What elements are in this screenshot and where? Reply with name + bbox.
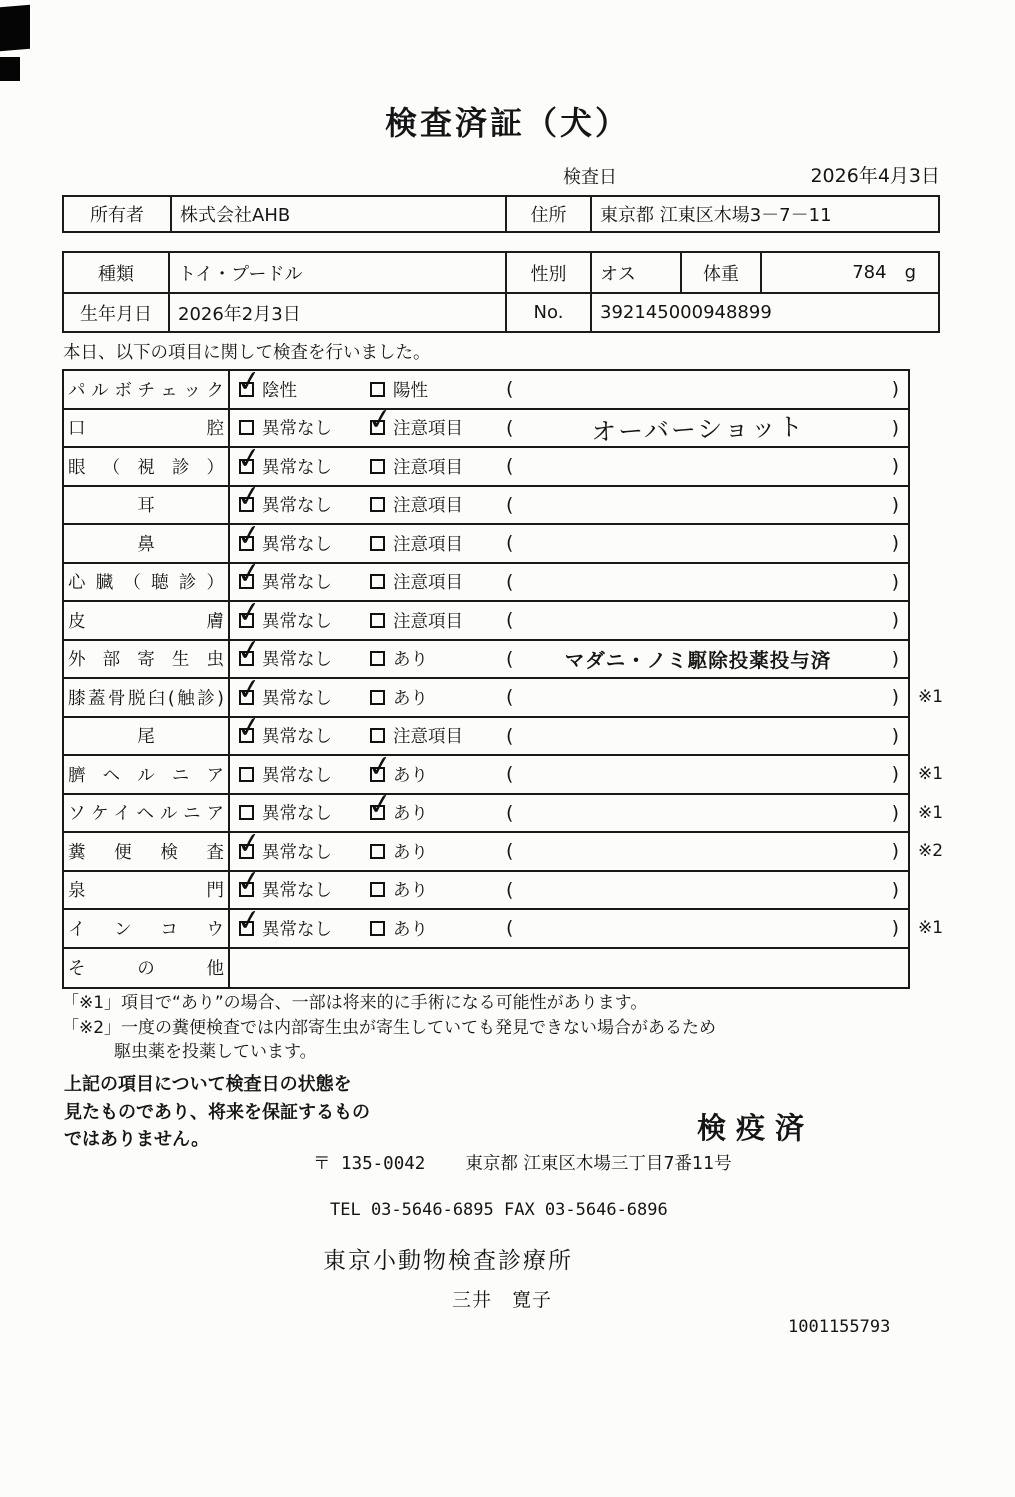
exam-item-cell: [64, 833, 230, 870]
exam-item-label: 膝蓋骨脱臼(触診): [68, 688, 224, 709]
paren-open: (: [506, 570, 514, 593]
footnote-mark: [918, 602, 978, 639]
clinic-address-line: [313, 1150, 732, 1175]
check-mark-icon: ✓: [234, 593, 264, 631]
checkbox-icon: [370, 728, 385, 743]
registration-no-label: No.: [507, 294, 592, 331]
exam-note: [522, 487, 874, 524]
footnote-mark: [918, 487, 978, 524]
exam-note: [522, 872, 874, 909]
paren-close: ): [891, 763, 899, 786]
checkbox-icon: [234, 362, 264, 400]
footnote-mark: ※2: [918, 841, 944, 862]
exam-option-2-label: 注意項目: [393, 496, 463, 517]
paren-close: ): [891, 840, 899, 863]
exam-item-cell: [64, 756, 230, 793]
owner-label: 所有者: [64, 197, 172, 231]
exam-option-2: [370, 602, 463, 639]
exam-item-label: 尾: [137, 727, 155, 748]
exam-row: [64, 708, 908, 757]
exam-option-2: [370, 833, 428, 870]
exam-note: [522, 833, 874, 870]
paren-open: (: [506, 686, 514, 709]
intro-text: 本日、以下の項目に関して検査を行いました。: [63, 343, 431, 363]
checkbox-icon: [234, 554, 264, 592]
footnote-mark: [918, 371, 978, 408]
exam-row: [64, 785, 944, 834]
check-mark-icon: ✓: [234, 439, 264, 477]
checkbox-icon: [365, 785, 395, 823]
checkbox-icon: [370, 459, 385, 474]
scan-artifact: [0, 57, 20, 81]
checkbox-icon: [370, 574, 385, 589]
exam-options-cell: [230, 824, 908, 870]
breed-value: トイ・プードル: [170, 253, 507, 292]
exam-row: [64, 747, 944, 795]
exam-item-label: 耳: [137, 496, 155, 517]
exam-item-cell: [64, 910, 230, 947]
exam-row: [64, 949, 908, 988]
exam-options-cell: [230, 477, 908, 524]
quarantine-stamp: 検疫済: [697, 1111, 815, 1145]
exam-row: [64, 516, 908, 564]
exam-option-1-label: 陰性: [262, 380, 297, 401]
exam-row: [64, 631, 908, 680]
exam-option-1-label: 異常なし: [262, 727, 332, 748]
paren-close: ): [891, 647, 899, 670]
footnote-mark: [918, 448, 978, 485]
footnote-mark: ※1: [918, 802, 944, 823]
exam-note: [522, 756, 874, 793]
exam-option-2: [365, 785, 428, 832]
paren-open: (: [506, 378, 514, 401]
exam-options-cell: [230, 862, 908, 909]
disclaimer-line-1: 上記の項目について検査日の状態を: [64, 1074, 352, 1095]
footnote-2: 「※2」一度の糞便検査では内部寄生虫が寄生していても発見できない場合があるため: [62, 1017, 717, 1038]
exam-item-label: 臍ヘルニア: [68, 765, 224, 786]
exam-option-2: [370, 448, 463, 485]
checkbox-icon: [370, 882, 385, 897]
exam-note: [522, 525, 874, 562]
checkbox-icon: [370, 613, 385, 628]
check-mark-icon: ✓: [365, 785, 395, 823]
checkbox-icon: [234, 516, 264, 554]
checkbox-icon: [365, 400, 395, 438]
footnote-mark: ※1: [918, 918, 944, 939]
check-mark-icon: ✓: [234, 862, 264, 900]
exam-option-2-label: 注意項目: [393, 573, 463, 594]
checkbox-icon: [234, 477, 264, 515]
exam-item-label: 鼻: [137, 534, 155, 555]
checkbox-icon: [234, 708, 264, 746]
exam-options-cell: [230, 593, 908, 639]
disclaimer-line-2: 見たものであり、将来を保証するもの: [64, 1101, 370, 1123]
paren-close: ): [891, 416, 899, 439]
exam-note: [522, 448, 874, 485]
exam-table: [62, 362, 944, 989]
paren-close: ): [891, 532, 899, 555]
exam-option-1-label: 異常なし: [262, 688, 332, 709]
exam-option-2-label: あり: [393, 650, 428, 671]
exam-options-cell: [230, 516, 908, 562]
exam-option-2-label: 注意項目: [393, 419, 463, 440]
weight-value: 784: [852, 262, 887, 283]
check-mark-icon: ✓: [234, 824, 264, 862]
exam-note: [522, 679, 874, 716]
check-mark-icon: ✓: [234, 631, 264, 669]
sex-value: オス: [592, 253, 682, 292]
exam-item-cell: [64, 602, 230, 639]
exam-item-cell: [64, 371, 230, 408]
checkbox-icon: [239, 420, 254, 435]
exam-option-1: [239, 756, 332, 793]
check-mark-icon: ✓: [234, 901, 264, 939]
serial-number: 1001155793: [788, 1317, 891, 1337]
check-mark-icon: ✓: [234, 362, 264, 400]
footnote-mark: [918, 872, 978, 909]
postal-code: 〒 135-0042: [313, 1154, 426, 1174]
exam-item-label: 糞便検査: [68, 842, 224, 863]
footnote-mark: [918, 564, 978, 601]
exam-row: [64, 554, 908, 603]
breed-label: 種類: [64, 253, 170, 292]
exam-item-cell: [64, 410, 230, 447]
exam-option-2-label: あり: [393, 804, 428, 825]
owner-row: [64, 197, 938, 231]
check-mark-icon: ✓: [234, 708, 264, 746]
exam-note: マダニ・ノミ駆除投薬投与済: [564, 648, 832, 672]
exam-note: [522, 910, 874, 947]
exam-option-2: [370, 487, 463, 524]
checkbox-icon: [234, 862, 264, 900]
checkbox-icon: [234, 824, 264, 862]
exam-option-1-label: 異常なし: [262, 804, 332, 825]
exam-options-cell: [230, 400, 908, 447]
birthdate-value: 2026年2月3日: [170, 294, 507, 331]
disclaimer: [64, 1071, 370, 1154]
checkbox-icon: [239, 805, 254, 820]
check-mark-icon: ✓: [365, 747, 395, 785]
exam-note: [522, 371, 874, 408]
paren-open: (: [506, 493, 514, 516]
exam-option-1-label: 異常なし: [262, 881, 332, 902]
checkbox-icon: [370, 382, 385, 397]
exam-note: オーバーショット: [590, 411, 806, 447]
page-title: 検査済証（犬）: [384, 104, 630, 142]
paren-close: ): [891, 378, 899, 401]
exam-item-cell: [64, 795, 230, 832]
inspection-date-value: 2026年4月3日: [810, 165, 940, 187]
pet-row-1: [64, 253, 938, 292]
exam-row: [64, 901, 944, 949]
exam-option-2-label: あり: [393, 688, 428, 709]
exam-option-1-label: 異常なし: [262, 534, 332, 555]
paren-close: ): [891, 801, 899, 824]
exam-option-2-label: あり: [393, 842, 428, 863]
exam-option-1-label: 異常なし: [262, 496, 332, 517]
exam-option-1: [234, 362, 297, 408]
checkbox-icon: [234, 631, 264, 669]
weight-label: 体重: [682, 253, 762, 292]
exam-option-2: [370, 641, 428, 678]
address-label: 住所: [507, 197, 592, 231]
exam-options-cell: [230, 554, 908, 601]
exam-option-1-label: 異常なし: [262, 919, 332, 940]
exam-option-2-label: 注意項目: [393, 457, 463, 478]
checkbox-icon: [370, 690, 385, 705]
exam-item-cell: [64, 949, 230, 988]
exam-option-2: [370, 910, 428, 947]
paren-open: (: [506, 647, 514, 670]
check-mark-icon: ✓: [234, 477, 264, 515]
exam-note: [522, 602, 874, 639]
exam-option-1-label: 異常なし: [262, 419, 332, 440]
exam-item-cell: [64, 564, 230, 601]
exam-row: [64, 477, 908, 526]
paren-open: (: [506, 455, 514, 478]
owner-table: [62, 195, 940, 233]
paren-close: ): [891, 609, 899, 632]
clinic-address: 東京都 江東区木場三丁目7番11号: [465, 1154, 732, 1174]
exam-option-1-label: 異常なし: [262, 611, 332, 632]
tel-fax-line: TEL 03-5646-6895 FAX 03-5646-6896: [330, 1200, 668, 1220]
exam-option-2: [370, 679, 428, 716]
exam-option-2-label: あり: [393, 881, 428, 902]
exam-item-label: インコウ: [68, 919, 224, 940]
exam-options-cell: [230, 949, 908, 988]
footnote-mark: [918, 410, 978, 447]
exam-item-label: ソケイヘルニア: [68, 804, 224, 825]
checkbox-icon: [234, 593, 264, 631]
checkbox-icon: [370, 497, 385, 512]
exam-option-2-label: あり: [393, 919, 428, 940]
exam-option-1-label: 異常なし: [262, 842, 332, 863]
exam-item-label: 眼（視診）: [68, 457, 224, 478]
exam-option-2-label: 注意項目: [393, 611, 463, 632]
exam-item-cell: [64, 872, 230, 909]
exam-option-2: [370, 525, 463, 562]
exam-options-cell: [230, 708, 908, 755]
paren-open: (: [506, 724, 514, 747]
exam-row: [64, 593, 908, 641]
check-mark-icon: ✓: [234, 554, 264, 592]
paren-open: (: [506, 878, 514, 901]
exam-item-cell: [64, 448, 230, 485]
exam-option-1-label: 異常なし: [262, 573, 332, 594]
checkbox-icon: [370, 844, 385, 859]
exam-item-label: パルボチェック: [68, 380, 224, 401]
paren-close: ): [891, 917, 899, 940]
address-value: 東京都 江東区木場3－7－11: [600, 205, 832, 226]
exam-option-2-label: 注意項目: [393, 534, 463, 555]
exam-item-cell: [64, 487, 230, 524]
exam-row: [64, 439, 908, 487]
exam-item-label: 外部寄生虫: [68, 650, 224, 671]
exam-option-2: [370, 872, 428, 909]
checkbox-icon: [370, 651, 385, 666]
exam-item-cell: [64, 718, 230, 755]
paren-close: ): [891, 570, 899, 593]
exam-option-2-label: あり: [393, 765, 428, 786]
inspection-date-label: 検査日: [563, 167, 617, 188]
exam-options-cell: [230, 785, 908, 832]
clinic-name: 東京小動物検査診療所: [323, 1248, 573, 1274]
exam-option-1: [234, 708, 332, 755]
checkbox-icon: [370, 921, 385, 936]
disclaimer-line-3: ではありません。: [64, 1129, 210, 1150]
exam-options-cell: [230, 747, 908, 793]
scan-artifact: [0, 5, 30, 52]
exam-item-label: 泉門: [68, 881, 224, 902]
paren-open: (: [506, 840, 514, 863]
exam-option-1-label: 異常なし: [262, 765, 332, 786]
exam-note: [522, 564, 874, 601]
footnotes: [62, 991, 716, 1065]
exam-row: [64, 862, 908, 911]
checkbox-icon: [239, 767, 254, 782]
exam-option-2: [370, 564, 463, 601]
check-mark-icon: ✓: [365, 400, 395, 438]
check-mark-icon: ✓: [234, 670, 264, 708]
exam-note: [522, 718, 874, 755]
exam-option-2: [365, 400, 463, 447]
birthdate-label: 生年月日: [64, 294, 170, 331]
paren-close: ): [891, 724, 899, 747]
check-mark-icon: ✓: [234, 516, 264, 554]
exam-row: [64, 670, 944, 718]
exam-item-cell: [64, 641, 230, 678]
exam-options-cell: [230, 362, 908, 408]
exam-note: [522, 949, 874, 988]
veterinarian-name: 三井 寛子: [452, 1289, 553, 1311]
pet-info-table: [62, 251, 940, 333]
paren-open: (: [506, 801, 514, 824]
weight-unit: g: [904, 262, 916, 283]
exam-option-1-label: 異常なし: [262, 650, 332, 671]
footnote-mark: ※1: [918, 764, 944, 785]
checkbox-icon: [234, 439, 264, 477]
exam-item-label: 心臓（聴診）: [68, 573, 224, 594]
registration-no-value: 392145000948899: [600, 302, 772, 323]
exam-option-1-label: 異常なし: [262, 457, 332, 478]
footnote-mark: [918, 949, 978, 988]
exam-option-2-label: 陽性: [393, 380, 428, 401]
footnote-mark: [918, 641, 978, 678]
footnote-mark: ※1: [918, 687, 944, 708]
weight-value-cell: [762, 253, 938, 292]
paren-open: (: [506, 532, 514, 555]
checkbox-icon: [365, 747, 395, 785]
exam-row: [64, 362, 908, 410]
exam-options-cell: [230, 670, 908, 716]
paren-open: (: [506, 416, 514, 439]
paren-close: ): [891, 686, 899, 709]
pet-row-2: [64, 292, 938, 331]
exam-row: [64, 824, 944, 872]
footnote-1: 「※1」項目で“あり”の場合、一部は将来的に手術になる可能性があります。: [62, 993, 648, 1013]
exam-options-cell: [230, 439, 908, 485]
exam-item-label: 皮膚: [68, 611, 224, 632]
exam-item-cell: [64, 679, 230, 716]
exam-options-cell: [230, 631, 908, 678]
paren-close: ): [891, 455, 899, 478]
sex-label: 性別: [507, 253, 592, 292]
checkbox-icon: [234, 901, 264, 939]
exam-options-cell: [230, 901, 908, 947]
checkbox-icon: [370, 536, 385, 551]
exam-row: [64, 400, 908, 449]
footnote-mark: [918, 718, 978, 755]
paren-close: ): [891, 878, 899, 901]
checkbox-icon: [234, 670, 264, 708]
exam-option-1: [234, 901, 332, 947]
footnote-3: 駆虫薬を投薬しています。: [114, 1042, 317, 1062]
exam-item-cell: [64, 525, 230, 562]
exam-option-2-label: 注意項目: [393, 727, 463, 748]
owner-value: 株式会社AHB: [172, 197, 507, 231]
paren-open: (: [506, 763, 514, 786]
paren-close: ): [891, 493, 899, 516]
exam-item-label: 口腔: [68, 419, 224, 440]
exam-item-label: その他: [68, 959, 224, 980]
footnote-mark: [918, 525, 978, 562]
exam-note: [522, 795, 874, 832]
paren-open: (: [506, 609, 514, 632]
paren-open: (: [506, 917, 514, 940]
